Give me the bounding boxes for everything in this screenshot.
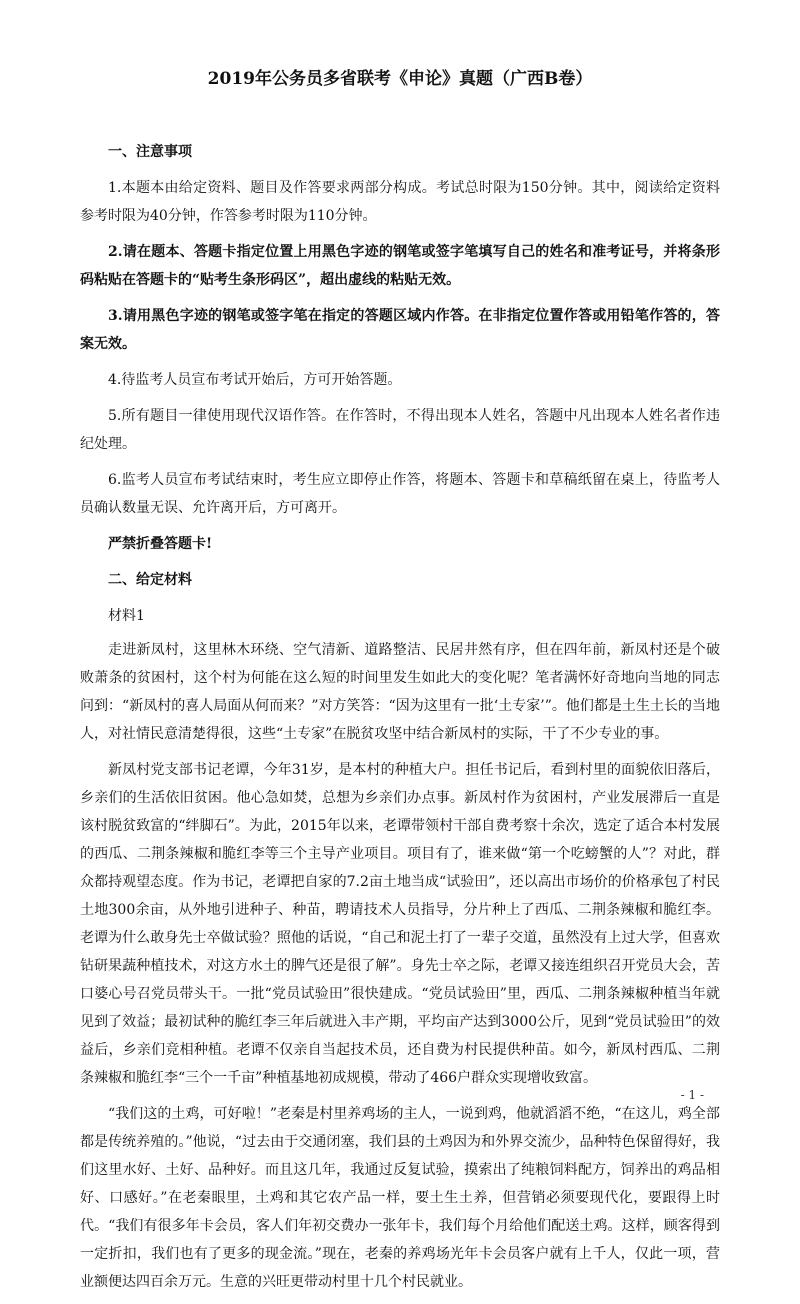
note-item-3: 3.请用黑色字迹的钢笔或签字笔在指定的答题区域内作答。在非指定位置作答或用铅笔作答的，答案无效。 (80, 308, 720, 352)
document-title: 2019年公务员多省联考《申论》真题（广西B卷） (207, 69, 593, 89)
page-content (80, 64, 720, 1304)
material-paragraph-3: “我们这的土鸡，可好啦！”老秦是村里养鸡场的主人，一说到鸡，他就滔滔不绝，“在这儿，鸡全部都是传统养殖的。”他说，“过去由于交通闭塞，我们县的土鸡因为和外界交流少，品种特色保留得好，我们这里水好、土好、品种好。而且这几年，我通过反复试验，摸索出了纯粮饲料配方，饲养出的鸡品相好、口感好。”在老秦眼里，土鸡和其它农产品一样，要土生土养，但营销必须要现代化，要跟得上时代。“我们有很多年卡会员，客人们年初交费办一张年卡，我们每个月给他们配送土鸡。这样，顾客得到一定折扣，我们也有了更多的现金流。”现在，老秦的养鸡场光年卡会员客户就有上千人，仅此一项，营业额便达四百余万元。生意的兴旺更带动村里十几个村民就业。 (80, 1106, 720, 1290)
note-item-6: 6.监考人员宣布考试结束时，考生应立即停止作答，将题本、答题卡和草稿纸留在桌上，待监考人员确认数量无误、允许离开后，方可离开。 (80, 472, 720, 516)
material-label: 材料1 (108, 608, 145, 624)
section-heading-materials: 二、给定材料 (108, 572, 192, 588)
warning-text: 严禁折叠答题卡! (108, 536, 213, 552)
note-item-4: 4.待监考人员宣布考试开始后，方可开始答题。 (108, 372, 402, 388)
page-number: - 1 - (680, 1088, 704, 1102)
material-paragraph-2: 新凤村党支部书记老谭，今年31岁，是本村的种植大户。担任书记后，看到村里的面貌依旧落后，乡亲们的生活依旧贫困。他心急如焚，总想为乡亲们办点事。新凤村作为贫困村，产业发展滞后一直是该村脱贫致富的“绊脚石”。为此，2015年以来，老谭带领村干部自费考察十余次，选定了适合本村发展的西瓜、二荆条辣椒和脆红李等三个主导产业项目。项目有了，谁来做“第一个吃螃蟹的人”？对此，群众都持观望态度。作为书记，老谭把自家的7.2亩土地当成“试验田”，还以高出市场价的价格承包了村民土地300余亩，从外地引进种子、种苗，聘请技术人员指导，分片种上了西瓜、二荆条辣椒和脆红李。老谭为什么敢身先士卒做试验？照他的话说，“自己和泥土打了一辈子交道，虽然没有上过大学，但喜欢钻研果蔬种植技术，对这方水土的脾气还是很了解”。身先士卒之际，老谭又接连组织召开党员大会，苦口婆心号召党员带头干。一批“党员试验田”很快建成。“党员试验田”里，西瓜、二荆条辣椒种植当年就见到了效益；最初试种的脆红李三年后就进入丰产期，平均亩产达到3000公斤，见到“党员试验田”的效益后，乡亲们竞相种植。老谭不仅亲自当起技术员，还自费为村民提供种苗。如今，新凤村西瓜、二荆条辣椒和脆红李“三个一千亩”种植基地初成规模，带动了466户群众实现增收致富。 (80, 762, 720, 1086)
material-paragraph-1: 走进新凤村，这里林木环绕、空气清新、道路整洁、民居井然有序，但在四年前，新凤村还是个破败萧条的贫困村，这个村为何能在这么短的时间里发生如此大的变化呢？笔者满怀好奇地向当地的同志问到：“新凤村的喜人局面从何而来？”对方笑答：“因为这里有一批‘土专家’”。他们都是土生土长的当地人，对社情民意清楚得很，这些“土专家”在脱贫攻坚中结合新凤村的实际，干了不少专业的事。 (80, 642, 720, 742)
section-heading-notes: 一、注意事项 (108, 144, 192, 160)
note-item-1: 1.本题本由给定资料、题目及作答要求两部分构成。考试总时限为150分钟。其中，阅读给定资料参考时限为40分钟，作答参考时限为110分钟。 (80, 180, 720, 224)
note-item-2: 2.请在题本、答题卡指定位置上用黑色字迹的钢笔或签字笔填写自己的姓名和准考证号，并将条形码粘贴在答题卡的“贴考生条形码区”，超出虚线的粘贴无效。 (80, 244, 720, 288)
note-item-5: 5.所有题目一律使用现代汉语作答。在作答时，不得出现本人姓名，答题中凡出现本人姓名者作违纪处理。 (80, 408, 720, 452)
